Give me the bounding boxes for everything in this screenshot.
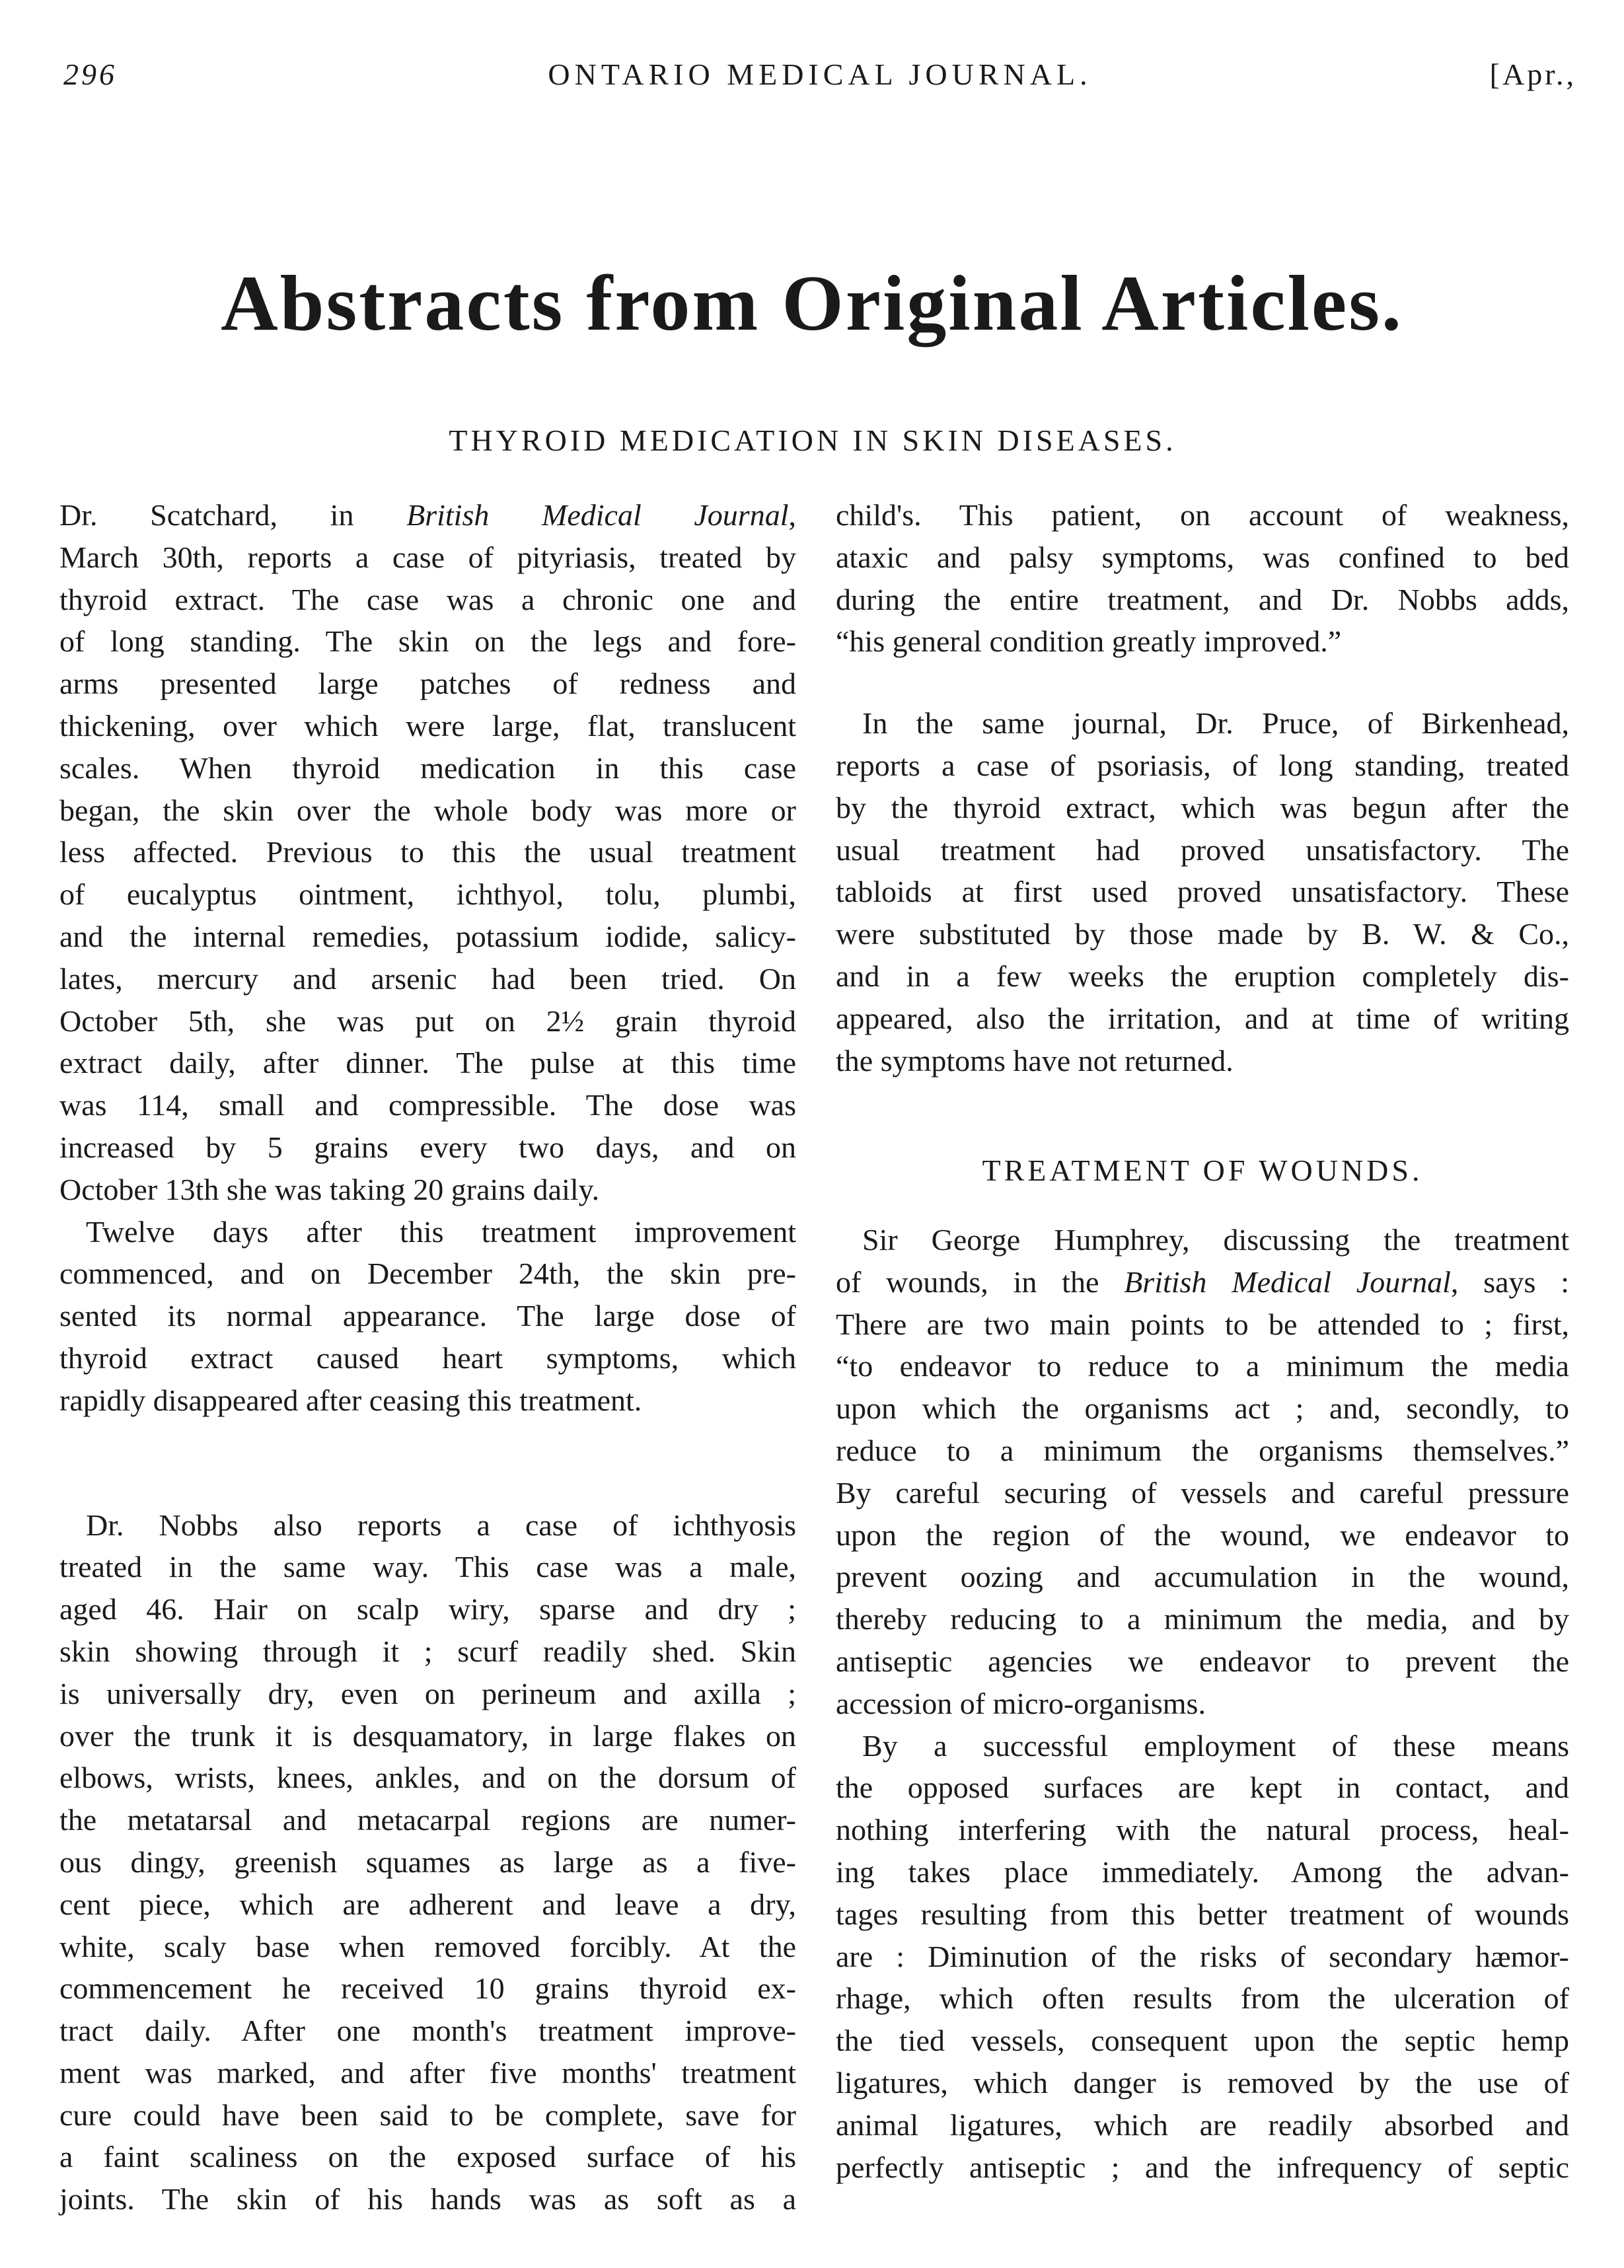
paragraph-nobbs-cont [59, 1546, 796, 2220]
text-line: the tied vessels, consequent upon the septic hemp [836, 2024, 1569, 2058]
text-line: October 13th she was taking 20 grains daily. [59, 1172, 600, 1206]
text-line: antiseptic agencies we endeavor to prevent the [836, 1644, 1569, 1678]
text-line: aged 46. Hair on scalp wiry, sparse and dry ; [59, 1592, 796, 1627]
paragraph-successful-cont [836, 1767, 1569, 2188]
text-line: during the entire treatment, and Dr. Nobbs adds, [836, 582, 1569, 616]
text-line: over the trunk it is desquamatory, in large flakes on [59, 1718, 796, 1753]
text-line: cure could have been said to be complete, save for [59, 2098, 796, 2132]
text-line: is universally dry, even on perineum and axilla ; [59, 1676, 796, 1710]
text-line: accession of micro-organisms. [836, 1686, 1206, 1720]
text-line: tabloids at first used proved unsatisfactory. These [836, 875, 1569, 909]
paragraph-successful [836, 1725, 1569, 1767]
text-line: tages resulting from this better treatment of wounds [836, 1897, 1569, 1931]
text-line: commenced, and on December 24th, the skin pre- [59, 1257, 796, 1291]
right-column-top [836, 494, 1569, 1081]
paragraph-nobbs [59, 1504, 796, 1547]
text-line: upon the region of the wound, we endeavor to [836, 1518, 1569, 1552]
text-line: are : Diminution of the risks of secondary hæmor- [836, 1939, 1569, 1973]
text-line: scales. When thyroid medication in this case [59, 750, 796, 785]
journal-title: ONTARIO MEDICAL JOURNAL. [548, 57, 1092, 91]
text-line: of wounds, in the British Medical Journal, says : [836, 1264, 1570, 1299]
paragraph-twelve-days-cont [59, 1253, 796, 1421]
text-line: skin showing through it ; scurf readily shed. Skin [59, 1634, 796, 1668]
text-line: child's. This patient, on account of weakness, [836, 498, 1569, 532]
section-heading-thyroid: THYROID MEDICATION IN SKIN DISEASES. [449, 423, 1177, 457]
text-line: tract daily. After one month's treatment improve- [59, 2014, 796, 2048]
text-line: March 30th, reports a case of pityriasis, treated by [59, 540, 796, 574]
text-line: joints. The skin of his hands was as soft as a [59, 2182, 796, 2216]
section-heading-wounds: TREATMENT OF WOUNDS. [982, 1153, 1423, 1187]
text-line: upon which the organisms act ; and, secondly, to [836, 1391, 1569, 1426]
text-line: of eucalyptus ointment, ichthyol, tolu, plumbi, [59, 877, 796, 912]
page-number: 296 [63, 57, 117, 91]
text-line: the symptoms have not returned. [836, 1043, 1234, 1078]
text-line: ous dingy, greenish squames as large as a five- [59, 1845, 796, 1879]
text-line: appeared, also the irritation, and at time of writing [836, 1001, 1569, 1035]
text-line: and the internal remedies, potassium iodide, salicy- [59, 919, 796, 953]
text-line: rhage, which often results from the ulceration of [836, 1981, 1569, 2016]
text-line: arms presented large patches of redness and [59, 667, 796, 701]
text-line: October 5th, she was put on 2½ grain thyroid [59, 1004, 796, 1038]
text-line: extract daily, after dinner. The pulse at this time [59, 1046, 796, 1080]
text-line: and in a few weeks the eruption completely dis- [836, 959, 1569, 993]
text-line: prevent oozing and accumulation in the wound, [836, 1560, 1569, 1594]
text-line: animal ligatures, which are readily absorbed and [836, 2107, 1569, 2142]
text-line: began, the skin over the whole body was more or [59, 793, 796, 827]
text-line: the opposed surfaces are kept in contact, and [836, 1771, 1569, 1805]
text-line: By careful securing of vessels and careful pressure [836, 1475, 1569, 1510]
text-line: Sir George Humphrey, discussing the treatment [862, 1223, 1569, 1257]
text-line: reports a case of psoriasis, of long standing, treated [836, 748, 1569, 782]
text-line: commencement he received 10 grains thyroid ex- [59, 1971, 796, 2006]
page-title: Abstracts from Original Articles. [221, 259, 1403, 347]
text-line: ing takes place immediately. Among the advan- [836, 1854, 1569, 1889]
text-line: thyroid extract. The case was a chronic one and [59, 582, 796, 616]
text-line: In the same journal, Dr. Pruce, of Birkenhead, [862, 706, 1569, 741]
text-line: white, scaly base when removed forcibly. At the [59, 1929, 796, 1963]
issue-month: [Apr., [1489, 57, 1576, 91]
text-line: thyroid extract caused heart symptoms, which [59, 1340, 796, 1375]
text-line: Twelve days after this treatment improvement [86, 1214, 796, 1249]
paragraph-nobbs-end [836, 494, 1569, 663]
text-line: thereby reducing to a minimum the media, and by [836, 1602, 1569, 1636]
text-line: Dr. Nobbs also reports a case of ichthyosis [86, 1508, 796, 1542]
paragraph-humphrey [836, 1219, 1569, 1261]
text-line: was 114, small and compressible. The dose was [59, 1088, 796, 1122]
paragraph-pruce [836, 702, 1569, 745]
text-line: reduce to a minimum the organisms themselves.” [836, 1433, 1569, 1467]
paragraph-pruce-cont [836, 745, 1569, 1081]
text-line: nothing interfering with the natural process, heal- [836, 1813, 1569, 1847]
text-line: cent piece, which are adherent and leave a dry, [59, 1887, 796, 1921]
text-line: ment was marked, and after five months' treatment [59, 2055, 796, 2090]
text-line: By a successful employment of these means [862, 1728, 1569, 1763]
text-line: ataxic and palsy symptoms, was confined to bed [836, 540, 1569, 574]
text-line: the metatarsal and metacarpal regions are numer- [59, 1803, 796, 1837]
text-line: elbows, wrists, knees, ankles, and on the dorsum of [59, 1761, 796, 1795]
paragraph-humphrey-cont [836, 1261, 1569, 1725]
text-line: usual treatment had proved unsatisfactory. The [836, 832, 1569, 867]
text-line: lates, mercury and arsenic had been tried. On [59, 961, 796, 996]
text-line: perfectly antiseptic ; and the infrequency of septic [836, 2150, 1569, 2184]
text-line: increased by 5 grains every two days, and on [59, 1130, 796, 1164]
text-line: sented its normal appearance. The large dose of [59, 1299, 796, 1333]
text-line: less affected. Previous to this the usual treatment [59, 835, 796, 869]
right-column-bottom [836, 1219, 1569, 2188]
text-line: ligatures, which danger is removed by the use of [836, 2065, 1569, 2100]
text-line: thickening, over which were large, flat, translucent [59, 708, 796, 743]
text-line: “to endeavor to reduce to a minimum the media [836, 1349, 1569, 1383]
running-head [63, 57, 1576, 103]
text-line: were substituted by those made by B. W. & Co., [836, 917, 1569, 951]
paragraph-scatchard [59, 494, 796, 1211]
text-line: There are two main points to be attended to ; first, [836, 1307, 1569, 1341]
left-column [59, 494, 796, 2220]
text-line: of long standing. The skin on the legs and fore- [59, 624, 796, 659]
text-line: rapidly disappeared after ceasing this treatment. [59, 1383, 642, 1417]
paragraph-twelve-days [59, 1211, 796, 1253]
text-line: treated in the same way. This case was a male, [59, 1550, 796, 1584]
text-line: Dr. Scatchard, in British Medical Journal, [59, 498, 796, 532]
text-line: a faint scaliness on the exposed surface of his [59, 2140, 796, 2174]
text-line: by the thyroid extract, which was begun after the [836, 790, 1569, 824]
text-line: “his general condition greatly improved.” [836, 624, 1342, 659]
